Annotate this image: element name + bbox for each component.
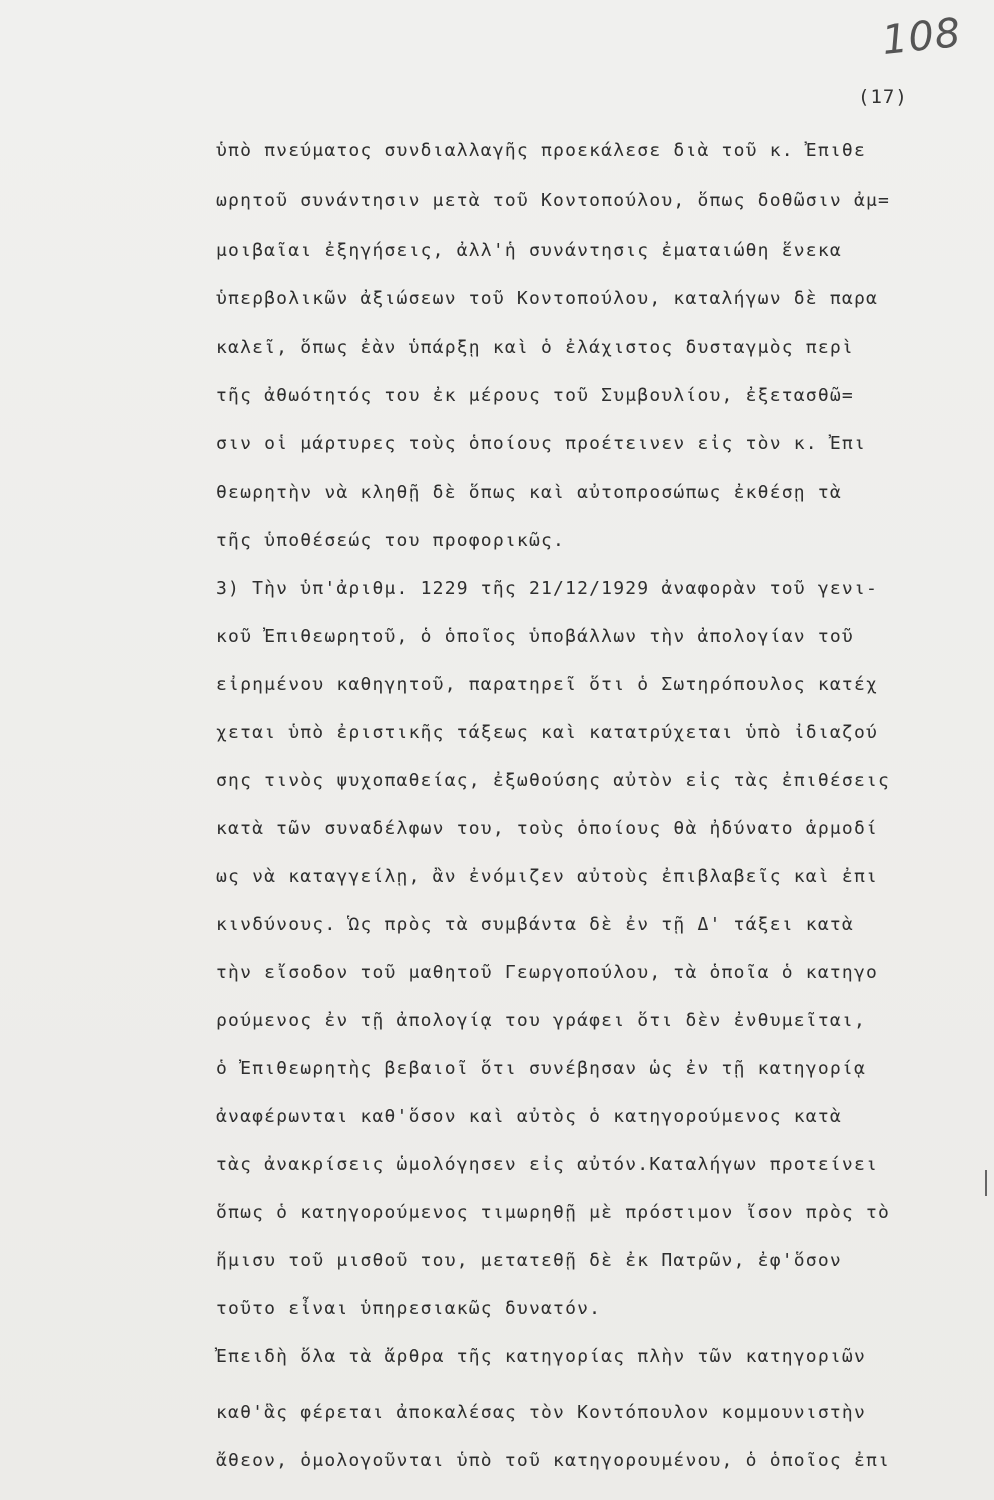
text-line: καλεῖ, ὅπως ἐὰν ὑπάρξῃ καὶ ὁ ἐλάχιστος δυσταγμὸς περὶ bbox=[216, 337, 854, 358]
text-line: ὑπερβολικῶν ἀξιώσεων τοῦ Κοντοπούλου, καταλήγων δὲ παρα bbox=[216, 288, 879, 309]
text-line: κατὰ τῶν συναδέλφων του, τοὺς ὁποίους θὰ ἠδύνατο ἁρμοδί bbox=[216, 818, 879, 839]
text-line: ὑπὸ πνεύματος συνδιαλλαγῆς προεκάλεσε διὰ τοῦ κ. Ἐπιθε bbox=[216, 140, 866, 161]
text-line: καθ'ἃς φέρεται ἀποκαλέσας τὸν Κοντόπουλον κομμουνιστὴν bbox=[216, 1402, 866, 1423]
text-line: ωρητοῦ συνάντησιν μετὰ τοῦ Κοντοπούλου, ὅπως δοθῶσιν ἀμ= bbox=[216, 190, 891, 211]
text-line: ἥμισυ τοῦ μισθοῦ του, μετατεθῇ δὲ ἐκ Πατρῶν, ἐφ'ὅσον bbox=[216, 1250, 842, 1271]
text-line: ἀναφέρωνται καθ'ὅσον καὶ αὐτὸς ὁ κατηγορούμενος κατὰ bbox=[216, 1106, 842, 1127]
text-line: κοῦ Ἐπιθεωρητοῦ, ὁ ὁποῖος ὑποβάλλων τὴν ἀπολογίαν τοῦ bbox=[216, 626, 854, 647]
text-line: 3) Τὴν ὑπ'ἀριθμ. 1229 τῆς 21/12/1929 ἀναφορὰν τοῦ γενι- bbox=[216, 578, 879, 599]
text-line: τὴν εἴσοδον τοῦ μαθητοῦ Γεωργοπούλου, τὰ ὁποῖα ὁ κατηγο bbox=[216, 962, 879, 983]
margin-mark bbox=[985, 1170, 987, 1196]
text-line: θεωρητὴν νὰ κληθῇ δὲ ὅπως καὶ αὐτοπροσώπως ἐκθέσῃ τὰ bbox=[216, 482, 842, 503]
text-line: Ἐπειδὴ ὅλα τὰ ἄρθρα τῆς κατηγορίας πλὴν τῶν κατηγοριῶν bbox=[216, 1346, 866, 1367]
text-line: σιν οἱ μάρτυρες τοὺς ὁποίους προέτεινεν εἰς τὸν κ. Ἐπι bbox=[216, 433, 866, 454]
text-line: ὅπως ὁ κατηγορούμενος τιμωρηθῇ μὲ πρόστιμον ἴσον πρὸς τὸ bbox=[216, 1202, 891, 1223]
text-line: ρούμενος ἐν τῇ ἀπολογίᾳ του γράφει ὅτι δὲν ἐνθυμεῖται, bbox=[216, 1010, 866, 1031]
text-line: χεται ὑπὸ ἐριστικῆς τάξεως καὶ κατατρύχεται ὑπὸ ἰδιαζού bbox=[216, 722, 879, 743]
text-line: σης τινὸς ψυχοπαθείας, ἐξωθούσης αὐτὸν εἰς τὰς ἐπιθέσεις bbox=[216, 770, 891, 791]
text-line: κινδύνους. Ὡς πρὸς τὰ συμβάντα δὲ ἐν τῇ Δ' τάξει κατὰ bbox=[216, 914, 854, 935]
text-line: εἰρημένου καθηγητοῦ, παρατηρεῖ ὅτι ὁ Σωτηρόπουλος κατέχ bbox=[216, 674, 879, 695]
text-line: τὰς ἀνακρίσεις ὡμολόγησεν εἰς αὐτόν.Καταλήγων προτείνει bbox=[216, 1154, 879, 1175]
text-line: τῆς ἀθωότητός του ἐκ μέρους τοῦ Συμβουλίου, ἐξετασθῶ= bbox=[216, 385, 854, 406]
page-number: (17) bbox=[858, 86, 908, 108]
text-line: ως νὰ καταγγείλῃ, ἂν ἐνόμιζεν αὐτοὺς ἐπιβλαβεῖς καὶ ἐπι bbox=[216, 866, 879, 887]
text-line: ἄθεον, ὁμολογοῦνται ὑπὸ τοῦ κατηγορουμένου, ὁ ὁποῖος ἐπι bbox=[216, 1450, 891, 1471]
text-line: μοιβαῖαι ἐξηγήσεις, ἀλλ'ἡ συνάντησις ἐματαιώθη ἕνεκα bbox=[216, 240, 842, 261]
folio-number: 108 bbox=[879, 9, 964, 65]
text-line: τοῦτο εἶναι ὑπηρεσιακῶς δυνατόν. bbox=[216, 1298, 602, 1319]
text-line: ὁ Ἐπιθεωρητὴς βεβαιοῖ ὅτι συνέβησαν ὡς ἐν τῇ κατηγορίᾳ bbox=[216, 1058, 866, 1079]
text-line: τῆς ὑποθέσεώς του προφορικῶς. bbox=[216, 530, 566, 551]
